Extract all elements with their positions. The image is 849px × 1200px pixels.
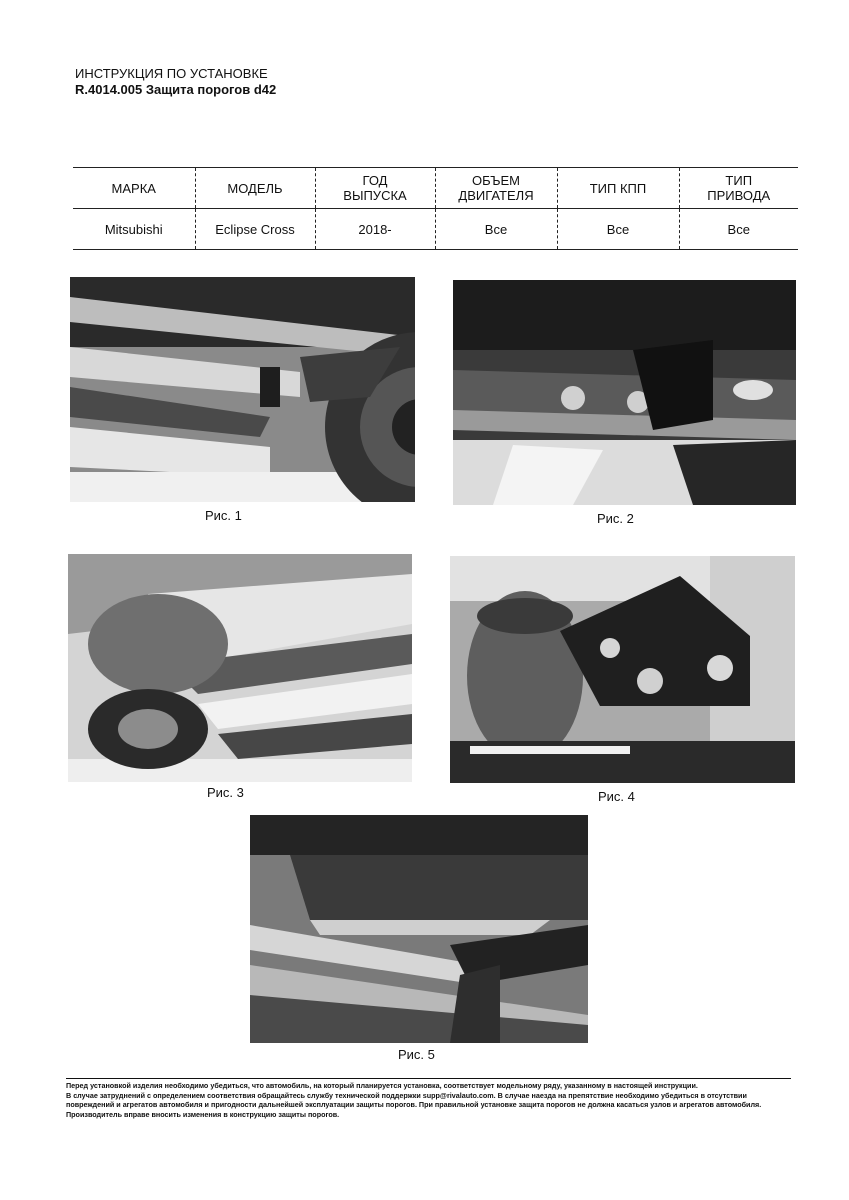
- photo-fig-2: [453, 280, 796, 505]
- vehicle-spec-table: [73, 167, 798, 250]
- col-header-gearbox: ТИП КПП: [557, 168, 679, 209]
- cell-engine: Все: [435, 209, 557, 250]
- photo-fig-4: [450, 556, 795, 783]
- disclaimer-footer: [66, 1078, 791, 1119]
- table-header-row: [73, 168, 798, 209]
- document-title: ИНСТРУКЦИЯ ПО УСТАНОВКЕ: [75, 66, 268, 81]
- document-header: [75, 66, 276, 98]
- cell-drive: Все: [679, 209, 798, 250]
- col-header-engine: ОБЪЕМ ДВИГАТЕЛЯ: [435, 168, 557, 209]
- table-row: [73, 209, 798, 250]
- product-code-title: R.4014.005 Защита порогов d42: [75, 82, 277, 97]
- col-header-drive: ТИП ПРИВОДА: [679, 168, 798, 209]
- caption-fig-2: Рис. 2: [597, 511, 634, 526]
- col-header-make: МАРКА: [111, 180, 156, 196]
- cell-year: 2018-: [315, 209, 435, 250]
- cell-make: Mitsubishi: [104, 221, 163, 237]
- caption-fig-4: Рис. 4: [598, 789, 635, 804]
- disclaimer-paragraph-1: Перед установкой изделия необходимо убедиться, что автомобиль, на который планируется установка, соответствует модельному ряду, указанному в настоящей инструкции.: [66, 1081, 698, 1090]
- caption-fig-1: Рис. 1: [205, 508, 242, 523]
- col-header-year: ГОД ВЫПУСКА: [315, 168, 435, 209]
- photo-fig-5: [250, 815, 588, 1043]
- cell-model: Eclipse Cross: [195, 209, 315, 250]
- caption-fig-5: Рис. 5: [398, 1047, 435, 1062]
- cell-gearbox: Все: [557, 209, 679, 250]
- col-header-model: МОДЕЛЬ: [195, 168, 315, 209]
- photo-fig-3: [68, 554, 412, 782]
- photo-fig-1: [70, 277, 415, 502]
- disclaimer-paragraph-2: В случае затруднений с определением соответствия обращайтесь службу технической поддержки supp@rivalauto.com. В случае наезда на препятствие необходимо убедиться в отсутствии повреждений и агрегатов автомобиля и пригодности дальнейшей эксплуатации защиты порогов. При правильной установке защита порогов не должна касаться узлов и агрегатов автомобиля. Производитель вправе вносить изменения в конструкцию защиты порогов.: [66, 1090, 762, 1119]
- caption-fig-3: Рис. 3: [207, 785, 244, 800]
